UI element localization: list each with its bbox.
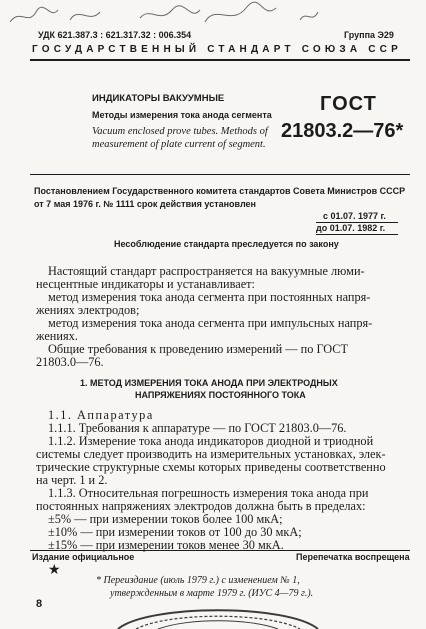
group-code: Группа Э29: [344, 30, 394, 40]
intro-line: жениях.: [36, 329, 78, 343]
date-underline-2: [316, 234, 398, 235]
handwritten-notes: [0, 0, 426, 30]
decree-line1: Постановлением Государственного комитета стандартов Совета Министров СССР: [34, 186, 406, 196]
title-en-line1: Vacuum enclosed prove tubes. Methods of: [92, 126, 268, 137]
section-line: трические структурные схемы которых приведены соответственно: [36, 460, 386, 474]
section-line: 1.1.3. Относительная погрешность измерения тока анода при: [48, 486, 369, 500]
footnote-line2: утвержденным в марте 1979 г. (ИУС 4—79 г.).: [110, 588, 314, 599]
section-line: 1.1.2. Измерение тока анода индикаторов диодной и триодной: [48, 434, 374, 448]
section-line: постоянных напряжениях электродов должна быть в пределах:: [36, 499, 366, 513]
date-from: с 01.07. 1977 г.: [323, 211, 386, 221]
footnote-line1: * Переиздание (июль 1979 г.) с изменением № 1,: [96, 575, 300, 586]
intro-line: 21803.0—76.: [36, 355, 104, 369]
header-rule: [30, 59, 410, 61]
page-number: 8: [36, 598, 43, 610]
section-line: 1.1. Аппаратура: [48, 408, 154, 422]
gost-number: 21803.2—76*: [281, 120, 404, 142]
section-title-line2: НАПРЯЖЕНИЯХ ПОСТОЯННОГО ТОКА: [135, 390, 306, 400]
standard-body-heading: ГОСУДАРСТВЕННЫЙ СТАНДАРТ СОЮЗА ССР: [32, 44, 402, 55]
legal-warning: Несоблюдение стандарта преследуется по закону: [114, 239, 339, 249]
intro-line: метод измерения тока анода сегмента при постоянных напря-: [48, 290, 371, 304]
title-rule: [30, 174, 410, 175]
section-title-line1: 1. МЕТОД ИЗМЕРЕНИЯ ТОКА АНОДА ПРИ ЭЛЕКТРОДНЫХ: [80, 378, 338, 388]
gost-label: ГОСТ: [320, 93, 377, 115]
footer-rule: [30, 550, 410, 551]
date-to: до 01.07. 1982 г.: [316, 223, 386, 233]
stamp-seal: [108, 602, 328, 629]
section-line: 1.1.1. Требования к аппаратуре — по ГОСТ 21803.0—76.: [48, 421, 347, 435]
intro-line: Настоящий стандарт распространяется на вакуумные люми-: [48, 264, 365, 278]
section-line: на черт. 1 и 2.: [36, 473, 108, 487]
title-en-line2: measurement of plate current of segment.: [92, 139, 266, 150]
official-edition-label: Издание официальное: [32, 552, 135, 562]
section-line: ±5% — при измерении токов более 100 мкА;: [48, 512, 283, 526]
decree-line2: от 7 мая 1976 г. № 1111 срок действия установлен: [34, 199, 256, 209]
intro-line: метод измерения тока анода сегмента при импульсных напря-: [48, 316, 373, 330]
section-line: системы следует производить на измерительных установках, элек-: [36, 447, 386, 461]
section-line: ±15% — при измерении токов менее 30 мкА.: [48, 538, 284, 552]
title-ru-line1: ИНДИКАТОРЫ ВАКУУМНЫЕ: [92, 93, 225, 104]
title-ru-line2: Методы измерения тока анода сегмента: [92, 110, 272, 120]
section-line: ±10% — при измерении токов от 100 до 30 мкА;: [48, 525, 302, 539]
intro-line: несцентные индикаторы и устанавливает:: [36, 277, 255, 291]
intro-line: жениях электродов;: [36, 303, 140, 317]
intro-line: Общие требования к проведению измерений — по ГОСТ: [48, 342, 348, 356]
star-mark: ★: [48, 563, 61, 578]
reprint-prohibited-label: Перепечатка воспрещена: [296, 552, 410, 562]
udk-code: УДК 621.387.3 : 621.317.32 : 006.354: [38, 30, 192, 40]
